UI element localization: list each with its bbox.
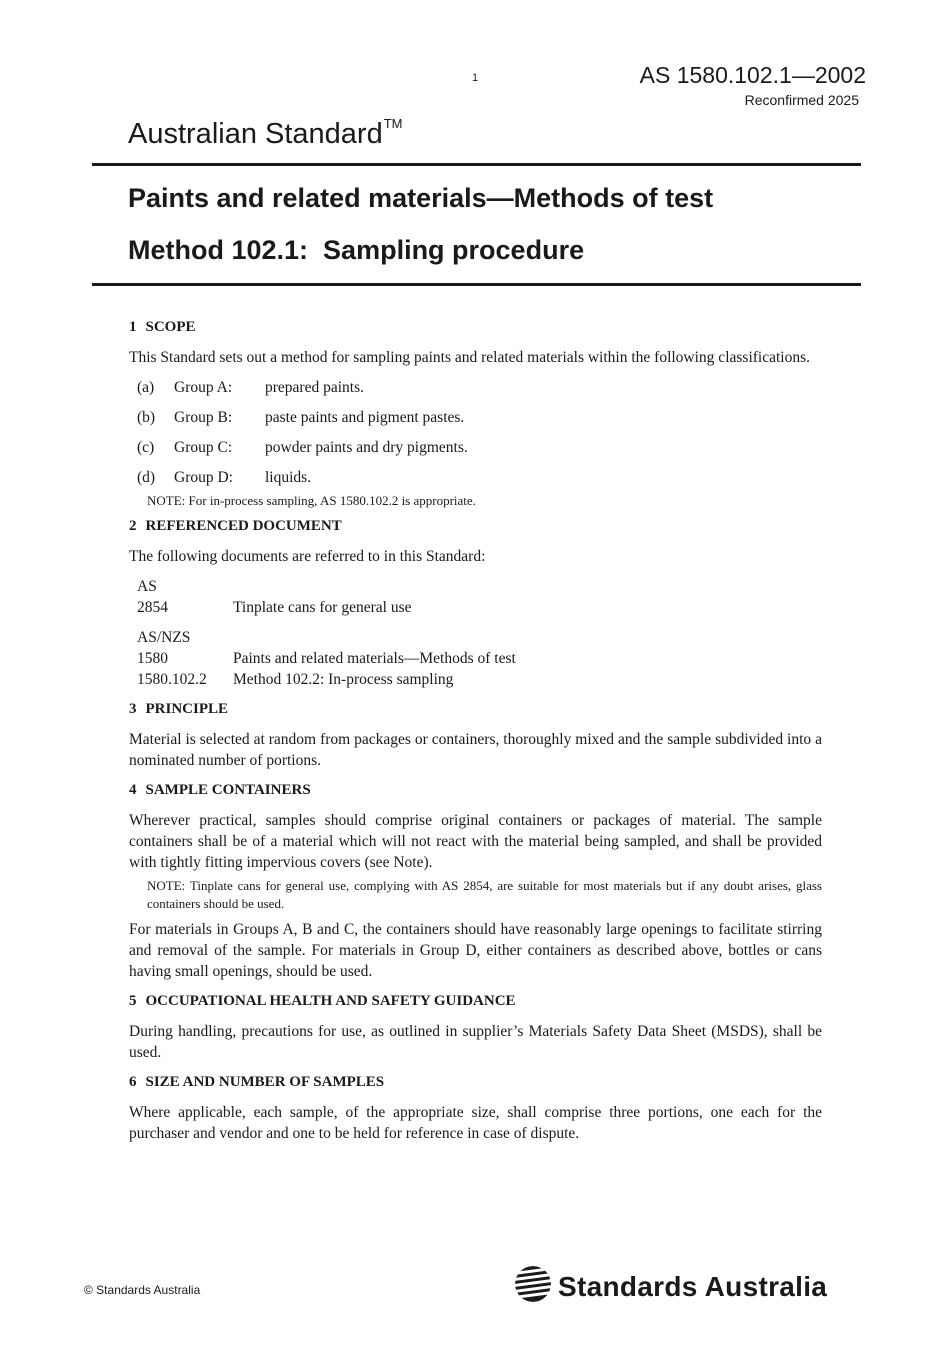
standard-code: AS 1580.102.1—2002 [639, 62, 866, 88]
section-heading-scope: 1 SCOPE [129, 319, 196, 335]
reference-prefix: AS/NZS [137, 629, 191, 646]
reference-group-asnzs [129, 627, 822, 690]
logo-text: Standards Australia [558, 1270, 828, 1302]
section-heading-referenced-document: 2 REFERENCED DOCUMENT [129, 518, 342, 534]
list-item: (b) Group B: paste paints and pigment pastes. [137, 409, 465, 426]
section-heading-ohs-guidance: 5 OCCUPATIONAL HEALTH AND SAFETY GUIDANCE [129, 993, 516, 1009]
containers-text: Wherever practical, samples should comprise original containers or packages of material. The sample containers shall be of a material which will not react with the material being sampled, and shall be provided with tightly fitting impervious covers (see Note). [129, 812, 822, 871]
section-heading-principle: 3 PRINCIPLE [129, 701, 229, 717]
document-body [129, 317, 822, 1153]
standards-australia-globe-icon [514, 1265, 552, 1308]
principle-text: Material is selected at random from packages or containers, thoroughly mixed and the sample subdivided into a nominated number of portions. [129, 731, 822, 769]
header-rule-top [92, 163, 861, 166]
copyright-notice: © Standards Australia [84, 1283, 201, 1297]
header-rule-bottom [92, 283, 861, 286]
document-title: Paints and related materials—Methods of test [128, 183, 714, 213]
section-heading-sample-containers: 4 SAMPLE CONTAINERS [129, 782, 311, 798]
scope-note: NOTE: For in-process sampling, AS 1580.102.2 is appropriate. [147, 493, 476, 508]
brand-title [128, 116, 403, 151]
containers-note: NOTE: Tinplate cans for general use, complying with AS 2854, are suitable for most materials but if any doubt arises, glass containers should be used. [147, 878, 822, 911]
list-item: (d) Group D: liquids. [137, 469, 312, 486]
reference-number: 1580.102.2 [137, 671, 207, 688]
page-number: 1 [472, 72, 479, 84]
brand-name: Australian Standard [128, 118, 383, 150]
ohs-text: During handling, precautions for use, as outlined in supplier’s Materials Safety Data Sheet (MSDS), shall be used. [129, 1023, 822, 1061]
reference-title: Paints and related materials—Methods of test [233, 650, 516, 667]
section-heading-size-and-number: 6 SIZE AND NUMBER OF SAMPLES [129, 1074, 385, 1090]
references-intro: The following documents are referred to in this Standard: [129, 548, 486, 565]
reference-title: Method 102.2: In-process sampling [233, 671, 454, 688]
standards-australia-logo [514, 1265, 827, 1308]
list-item: (c) Group C: powder paints and dry pigments. [137, 439, 468, 456]
method-title: Method 102.1: Sampling procedure [128, 235, 585, 265]
list-item: (a) Group A: prepared paints. [137, 379, 364, 396]
reference-prefix: AS [137, 578, 157, 595]
scope-intro: This Standard sets out a method for sampling paints and related materials within the following classifications. [129, 349, 810, 366]
reference-group-as [129, 576, 822, 618]
containers-openings-text: For materials in Groups A, B and C, the containers should have reasonably large openings to facilitate stirring and removal of the sample. For materials in Group D, either containers as described above, bottles or cans having small openings, should be used. [129, 921, 822, 980]
reconfirmed-note: Reconfirmed 2025 [744, 92, 859, 108]
samples-text: Where applicable, each sample, of the appropriate size, shall comprise three portions, one each for the purchaser and vendor and one to be held for reference in case of dispute. [129, 1104, 822, 1142]
reference-title: Tinplate cans for general use [233, 599, 412, 616]
reference-number: 1580 [137, 650, 168, 667]
reference-number: 2854 [137, 599, 168, 616]
trademark-mark: TM [383, 116, 403, 131]
